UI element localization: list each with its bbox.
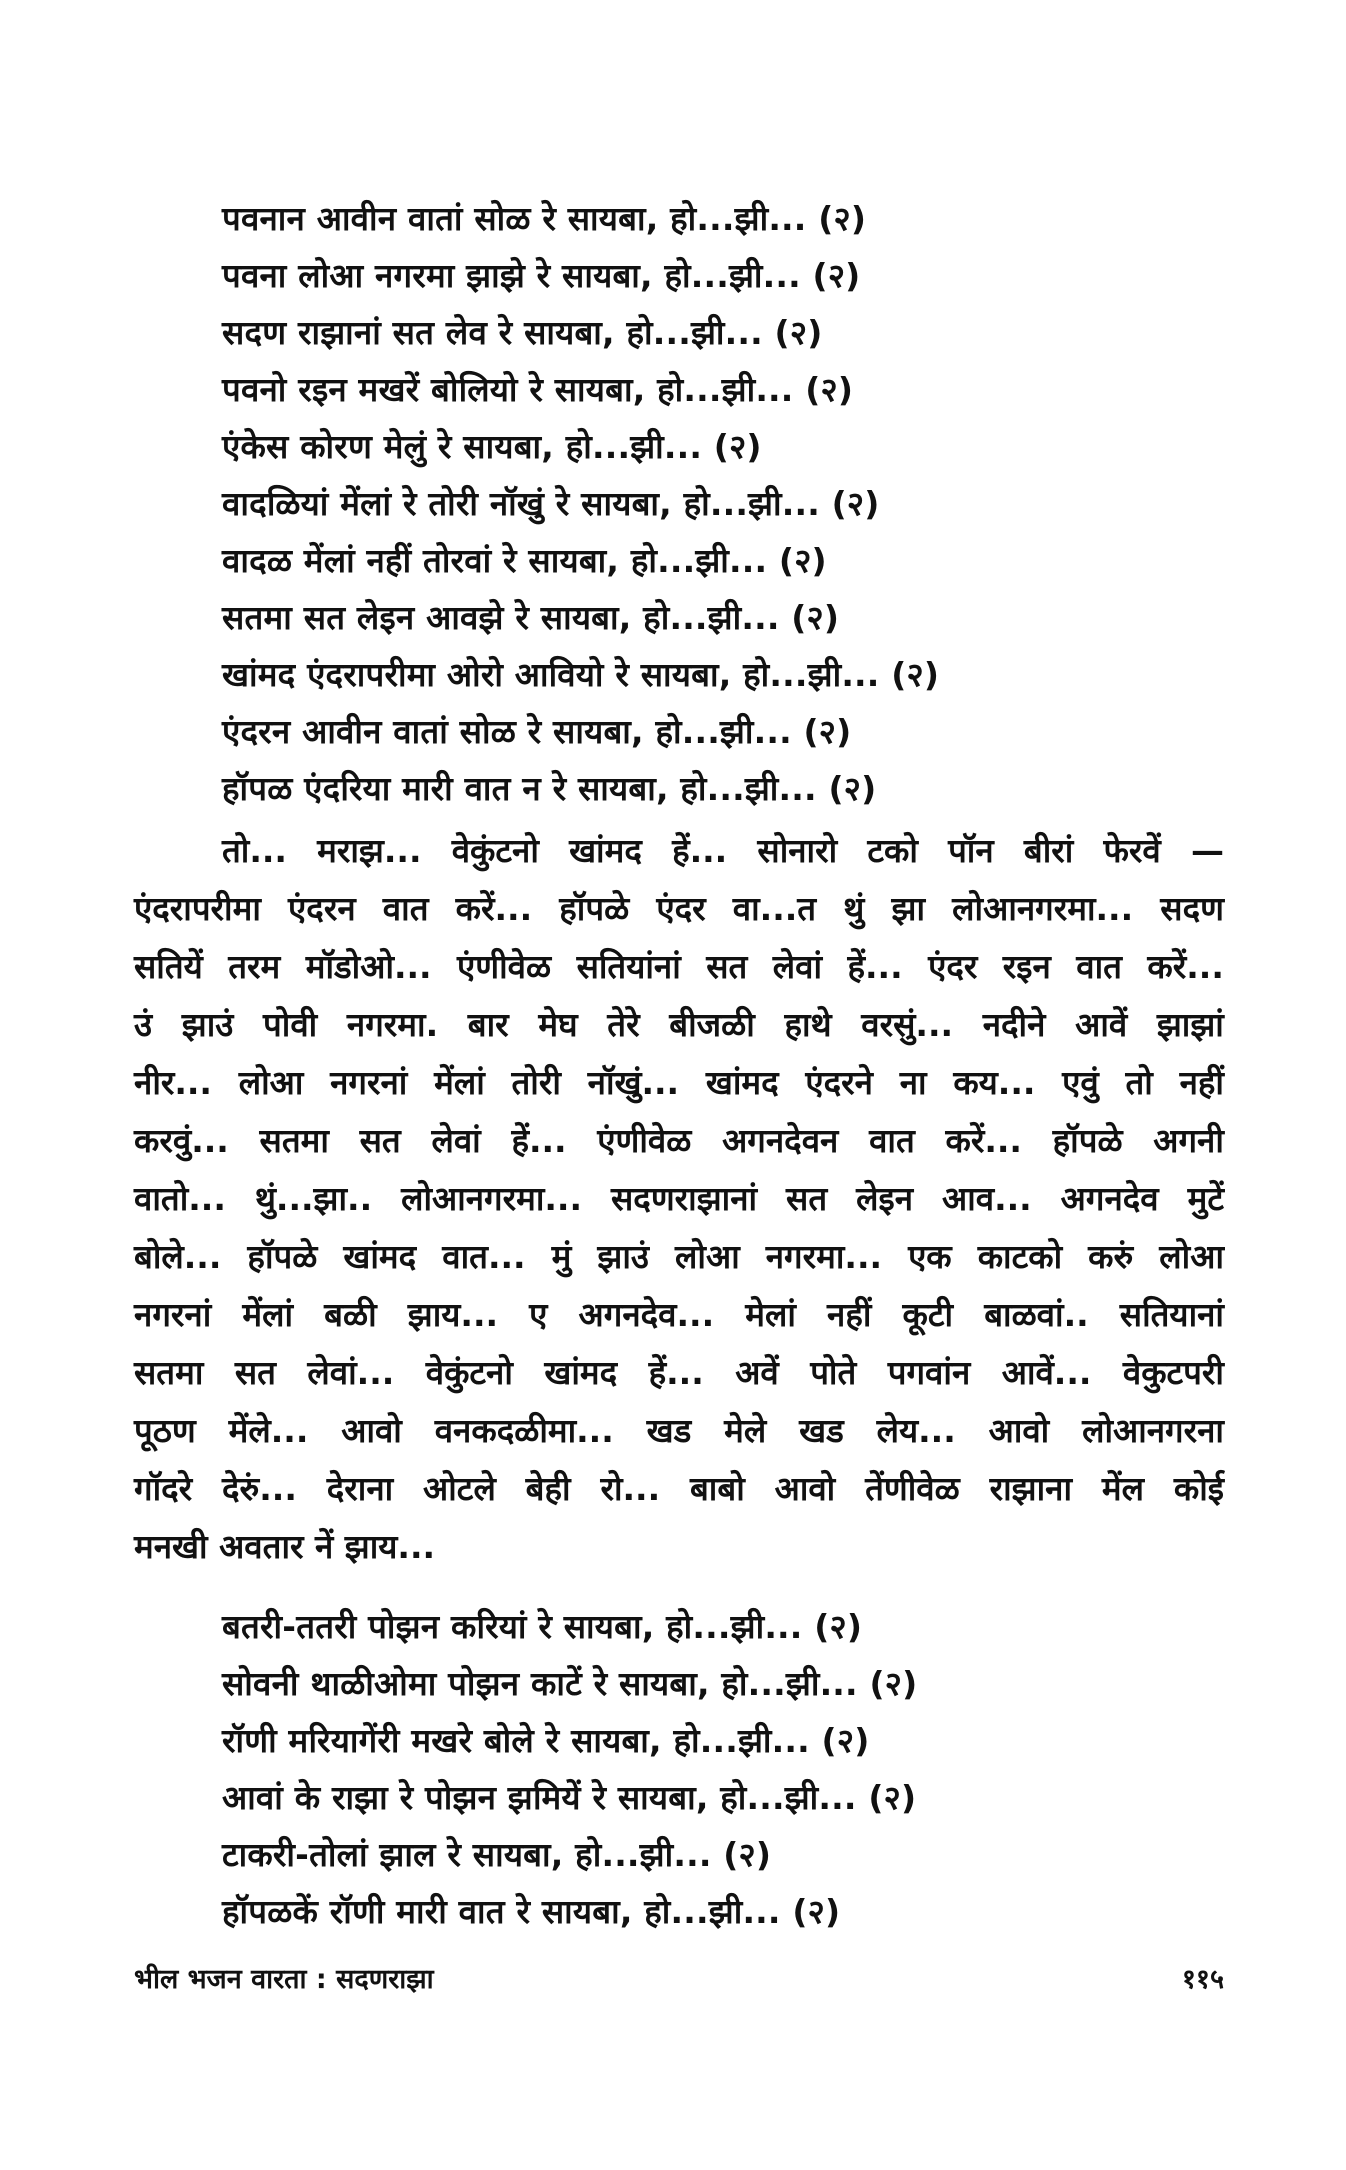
prose-word: पोते	[810, 1353, 857, 1392]
prose-word: झाउं	[597, 1237, 649, 1276]
prose-word: वात	[869, 1121, 915, 1160]
prose-word: आवो	[341, 1411, 402, 1450]
prose-word: खांमद	[343, 1237, 417, 1276]
prose-word: मेंलां	[434, 1063, 485, 1102]
verse-line: टाकरी-तोलां झाल रे सायबा, हो...झी... (२)	[222, 1835, 772, 1874]
verse-line: सतमा सत लेइन आवझे रे सायबा, हो...झी... (२)	[222, 598, 840, 637]
prose-word: राझाना	[989, 1469, 1073, 1508]
prose-word: एंदरन	[288, 889, 356, 928]
prose-line	[134, 1344, 1224, 1402]
prose-word: एवुं	[1062, 1063, 1099, 1102]
verse-line: वादळ मेंलां नहीं तोरवां रे सायबा, हो...झी... (२)	[222, 541, 827, 580]
prose-word: सतियानां	[1119, 1295, 1224, 1334]
prose-word: तो...	[222, 831, 287, 870]
prose-word: आव...	[942, 1179, 1032, 1218]
prose-word: बीरां	[1023, 831, 1074, 870]
prose-word: मेघ	[538, 1005, 578, 1044]
prose-word: मेलां	[745, 1295, 796, 1334]
prose-word: बार	[467, 1005, 509, 1044]
prose-word: आवो	[988, 1411, 1050, 1450]
prose-word: तेरे	[607, 1005, 640, 1044]
prose-word: लोआ	[238, 1063, 304, 1102]
prose-word: आवो	[774, 1469, 836, 1508]
prose-word: पॉन	[948, 831, 994, 870]
prose-word: रो...	[600, 1469, 661, 1508]
prose-word: हाथे	[784, 1005, 832, 1044]
prose-word: मुटें	[1187, 1179, 1224, 1218]
prose-word: सत	[359, 1121, 401, 1160]
verse-line: बतरी-ततरी पोझन करियां रे सायबा, हो...झी... (२)	[222, 1607, 863, 1646]
prose-word: एंदर	[928, 947, 978, 986]
prose-word: खड	[799, 1411, 844, 1450]
prose-word: तरम	[228, 947, 281, 986]
prose-word: पगवांन	[887, 1353, 971, 1392]
prose-word: फेरवें	[1103, 831, 1161, 870]
prose-word: लोआनगरमा...	[401, 1179, 583, 1218]
page-number: ११५	[1181, 1964, 1224, 1995]
prose-word: लेवां...	[307, 1353, 395, 1392]
prose-word: वेकुंटनो	[451, 831, 539, 870]
prose-word: देराना	[326, 1469, 394, 1508]
prose-word: हॉपळे	[1052, 1121, 1123, 1160]
prose-word: नगरमा...	[765, 1237, 883, 1276]
prose-word: झा	[891, 889, 926, 928]
prose-word: सदणराझानां	[610, 1179, 758, 1218]
verse-line: सोवनी थाळीओमा पोझन काटें रे सायबा, हो...झी... (२)	[222, 1664, 918, 1703]
prose-word: नॉखुं...	[587, 1063, 680, 1102]
prose-word: करें...	[1147, 947, 1224, 986]
prose-word: अगनी	[1153, 1121, 1224, 1160]
verse-line: एंकेस कोरण मेलुं रे सायबा, हो...झी... (२)	[222, 427, 762, 466]
prose-word: नीर...	[134, 1063, 212, 1102]
prose-word: खांमद	[544, 1353, 618, 1392]
prose-line	[134, 1228, 1224, 1286]
prose-word: करवुं...	[134, 1121, 229, 1160]
prose-word: तो	[1125, 1063, 1153, 1102]
prose-word: कय...	[953, 1063, 1036, 1102]
prose-word: लोआ	[675, 1237, 740, 1276]
prose-word: ना	[899, 1063, 927, 1102]
prose-word: खांमद	[569, 831, 642, 870]
prose-word: कूटी	[902, 1295, 954, 1334]
prose-word: अगनदेवन	[722, 1121, 839, 1160]
verse-line: पवनो रइन मखरें बोलियो रे सायबा, हो...झी... (२)	[222, 370, 854, 409]
prose-word: सत	[786, 1179, 828, 1218]
prose-word: सतमा	[134, 1353, 204, 1392]
prose-word: थुं	[843, 889, 865, 928]
prose-word: आवें	[1075, 1005, 1128, 1044]
prose-word: करें...	[455, 889, 533, 928]
prose-word: बळी	[324, 1295, 377, 1334]
prose-word: अगनदेव...	[578, 1295, 715, 1334]
prose-word: सत	[706, 947, 748, 986]
prose-word: थुं...झा..	[254, 1179, 373, 1218]
prose-word: पोवी	[263, 1005, 318, 1044]
prose-word: तोरी	[511, 1063, 561, 1102]
prose-word: हॉपळे	[247, 1237, 318, 1276]
prose-word: बाबो	[689, 1469, 745, 1508]
prose-word: मुं	[551, 1237, 572, 1276]
prose-word: एंणीवेळ	[597, 1121, 692, 1160]
prose-word: सतमा	[259, 1121, 329, 1160]
prose-word: सदण	[1160, 889, 1224, 928]
prose-line	[134, 1460, 1224, 1518]
prose-word: तेंणीवेळ	[865, 1469, 960, 1508]
prose-word: नगरनां	[330, 1063, 408, 1102]
prose-word: खांमद	[705, 1063, 779, 1102]
prose-word: आवें...	[1001, 1353, 1092, 1392]
prose-word: वनकदळीमा...	[434, 1411, 614, 1450]
prose-word: एंणीवेळ	[457, 947, 552, 986]
prose-word: गॉदरे	[134, 1469, 193, 1508]
prose-line: मनखी अवतार नें झाय...	[134, 1527, 436, 1566]
prose-word: ओटले	[423, 1469, 496, 1508]
prose-word: अवें	[735, 1353, 779, 1392]
prose-word: वात	[382, 889, 429, 928]
prose-word: लेवां	[772, 947, 823, 986]
prose-word: लोआनगरना	[1082, 1411, 1224, 1450]
verse-line: पवना लोआ नगरमा झाझे रे सायबा, हो...झी... (२)	[222, 256, 861, 295]
prose-line	[134, 1112, 1224, 1170]
prose-line	[134, 938, 1224, 996]
prose-word: लोआ	[1159, 1237, 1224, 1276]
prose-word: हें...	[672, 831, 728, 870]
prose-word: वेकुंटनो	[425, 1353, 513, 1392]
prose-word: लेवां	[431, 1121, 481, 1160]
prose-word: कोई	[1173, 1469, 1224, 1508]
prose-word: —	[1190, 831, 1224, 870]
prose-word: नहीं	[1179, 1063, 1224, 1102]
prose-word: मेंल	[1101, 1469, 1144, 1508]
prose-word: पूठण	[134, 1411, 196, 1450]
prose-word: अगनदेव	[1060, 1179, 1159, 1218]
verse-line: सदण राझानां सत लेव रे सायबा, हो...झी... (२)	[222, 313, 823, 352]
prose-line	[134, 1170, 1224, 1228]
prose-word: वातो...	[134, 1179, 226, 1218]
prose-word: लेइन	[856, 1179, 914, 1218]
prose-word: मेले	[724, 1411, 767, 1450]
prose-word: मॉडोओ...	[305, 947, 432, 986]
book-title: भील भजन वारता : सदणराझा	[134, 1964, 434, 1995]
verse-line: रॉणी मरियागेंरी मखरे बोले रे सायबा, हो...झी... (२)	[222, 1721, 870, 1760]
prose-word: करें...	[945, 1121, 1022, 1160]
verse-line: हॉपळ एंदरिया मारी वात न रे सायबा, हो...झी... (२)	[222, 769, 877, 808]
prose-line	[134, 880, 1224, 938]
prose-word: सतियांनां	[576, 947, 681, 986]
prose-word: सत	[234, 1353, 276, 1392]
prose-word: बोले...	[134, 1237, 222, 1276]
prose-word: रइन	[1002, 947, 1051, 986]
verse-block-bottom	[222, 1598, 1222, 1940]
prose-word: हॉपळे	[559, 889, 630, 928]
prose-word: सतियें	[134, 947, 203, 986]
prose-word: देरुं...	[222, 1469, 297, 1508]
prose-line	[134, 1402, 1224, 1460]
page-footer	[134, 1960, 1224, 2000]
verse-line: वादळियां मेंलां रे तोरी नॉखुं रे सायबा, हो...झी... (२)	[222, 484, 880, 523]
prose-word: एंदर	[656, 889, 706, 928]
prose-word: लेय...	[876, 1411, 956, 1450]
verse-line: एंदरन आवीन वातां सोळ रे सायबा, हो...झी... (२)	[222, 712, 852, 751]
prose-word: वरसुं...	[861, 1005, 954, 1044]
prose-word: हें...	[648, 1353, 704, 1392]
prose-word: झाय...	[407, 1295, 499, 1334]
verse-line: खांमद एंदरापरीमा ओरो आवियो रे सायबा, हो...झी... (२)	[222, 655, 940, 694]
prose-line	[134, 1054, 1224, 1112]
prose-word: हें...	[847, 947, 903, 986]
prose-word: एक	[908, 1237, 952, 1276]
prose-word: वात...	[442, 1237, 526, 1276]
verse-line: पवनान आवीन वातां सोळ रे सायबा, हो...झी... (२)	[222, 199, 867, 238]
prose-word: बीजळी	[669, 1005, 755, 1044]
prose-word: एंदरने	[805, 1063, 873, 1102]
prose-paragraph	[134, 822, 1224, 1576]
prose-word: करुं	[1088, 1237, 1134, 1276]
prose-word: हें...	[511, 1121, 567, 1160]
prose-word: नदीने	[982, 1005, 1046, 1044]
prose-word: मेंले...	[228, 1411, 309, 1450]
prose-line	[134, 1286, 1224, 1344]
prose-word: वेकुटपरी	[1122, 1353, 1224, 1392]
prose-word: उं	[134, 1005, 153, 1044]
prose-word: वा...त	[732, 889, 817, 928]
prose-word: झाझां	[1156, 1005, 1224, 1044]
prose-word: नगरनां	[134, 1295, 212, 1334]
prose-word: मेंलां	[242, 1295, 294, 1334]
verse-line: हॉपळकें रॉणी मारी वात रे सायबा, हो...झी... (२)	[222, 1892, 841, 1931]
prose-word: ए	[529, 1295, 548, 1334]
prose-word: नगरमा.	[346, 1005, 439, 1044]
prose-line	[134, 822, 1224, 880]
prose-word: वात	[1076, 947, 1122, 986]
prose-word: टको	[867, 831, 918, 870]
prose-word: सोनारो	[757, 831, 838, 870]
prose-line	[134, 996, 1224, 1054]
prose-word: एंदरापरीमा	[134, 889, 261, 928]
prose-word: झाउं	[181, 1005, 234, 1044]
prose-word: खड	[646, 1411, 692, 1450]
prose-word: मराझ...	[317, 831, 422, 870]
prose-word: बेही	[525, 1469, 571, 1508]
prose-word: काटको	[977, 1237, 1063, 1276]
prose-word: नहीं	[827, 1295, 872, 1334]
verse-block-top	[222, 190, 1222, 817]
prose-word: लोआनगरमा...	[952, 889, 1134, 928]
prose-word: बाळवां..	[984, 1295, 1089, 1334]
verse-line: आवां के राझा रे पोझन झमियें रे सायबा, हो...झी... (२)	[222, 1778, 917, 1817]
